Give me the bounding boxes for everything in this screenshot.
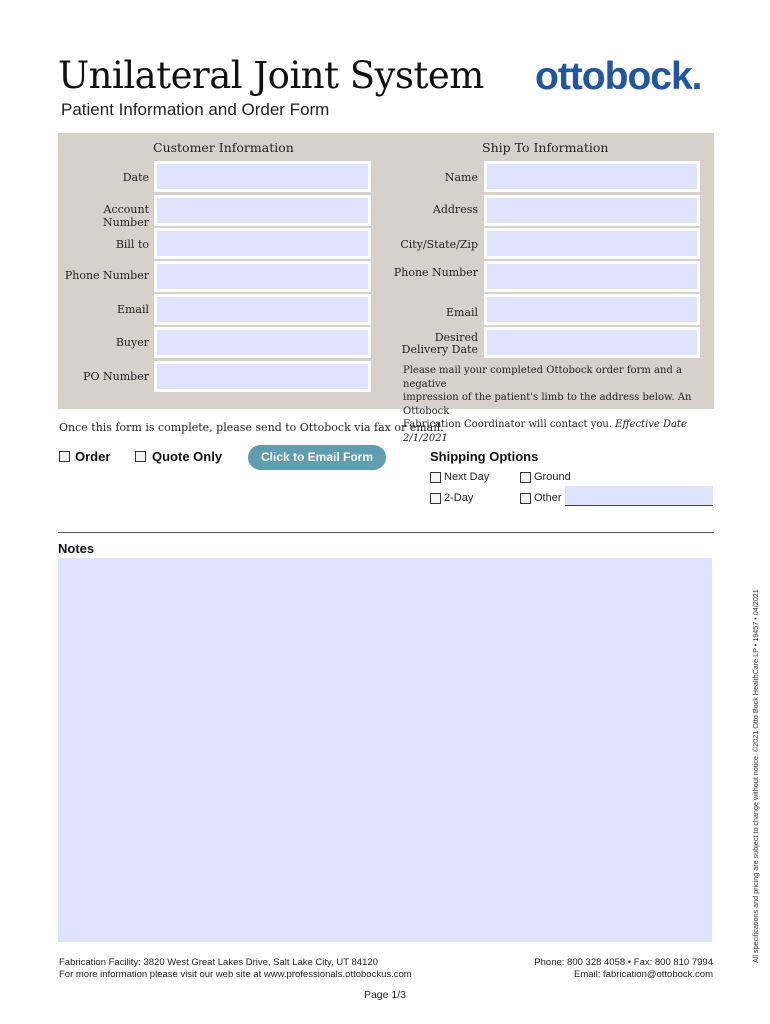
phone-number-box [154, 261, 371, 292]
date-label: Date [122, 171, 149, 184]
date-field-box [154, 161, 371, 192]
section-divider [58, 532, 714, 533]
order-label: Order [75, 449, 111, 464]
delivery-date-label-1: Desired [434, 331, 478, 344]
two-day-checkbox[interactable] [430, 493, 441, 504]
buyer-box [154, 327, 371, 358]
mail-note-line-2: impression of the patient's limb to the address below. An Ottobock [403, 392, 692, 417]
form-title: Unilateral Joint System [58, 54, 484, 97]
account-number-label: Account Number [103, 203, 149, 229]
bill-to-label: Bill to [115, 238, 149, 251]
ship-city-label: City/State/Zip [400, 238, 478, 251]
notes-textarea[interactable] [58, 558, 712, 942]
send-instructions: Once this form is complete, please send to Ottobock via fax or email. [59, 421, 444, 434]
mail-note-line-3-text: Fabrication Coordinator will contact you. [403, 419, 612, 430]
email-form-button[interactable]: Click to Email Form [248, 445, 386, 470]
email-box [154, 294, 371, 325]
ship-city-box [484, 228, 700, 259]
ship-email-label: Email [445, 306, 478, 319]
ship-city-input[interactable] [487, 231, 697, 256]
form-subtitle: Patient Information and Order Form [61, 100, 330, 119]
ship-name-box [484, 161, 700, 192]
ground-label: Ground [534, 471, 571, 483]
shipping-options-heading: Shipping Options [430, 449, 539, 464]
contact-email: Email: fabrication@ottobock.com [573, 969, 713, 980]
ship-address-box [484, 195, 700, 226]
quote-only-checkbox[interactable] [135, 451, 146, 462]
ship-phone-input[interactable] [487, 264, 697, 289]
mail-instructions [403, 364, 708, 445]
phone-number-label: Phone Number [64, 269, 149, 282]
ground-checkbox[interactable] [520, 472, 531, 483]
next-day-checkbox[interactable] [430, 472, 441, 483]
buyer-label: Buyer [115, 336, 149, 349]
order-checkbox[interactable] [59, 451, 70, 462]
po-number-label: PO Number [83, 370, 149, 383]
email-input[interactable] [157, 297, 368, 322]
facility-address: Fabrication Facility: 3820 West Great Lakes Drive, Salt Lake City, UT 84120 [59, 957, 378, 968]
ship-address-label: Address [432, 203, 478, 216]
ship-email-box [484, 294, 700, 325]
phone-number-input[interactable] [157, 264, 368, 289]
legal-side-note: All specifications and pricing are subject to change without notice. ©2021 Otto Bock HealthCare LP • 19457 • 04/2021 [751, 589, 760, 963]
mail-note-line-3 [403, 418, 708, 445]
ship-phone-label: Phone Number [393, 266, 478, 279]
effective-date: Effective Date 2/1/2021 [403, 419, 687, 444]
date-input[interactable] [157, 164, 368, 189]
website-info: For more information please visit our web site at www.professionals.ottobockus.com [59, 969, 412, 980]
account-number-box [154, 195, 371, 226]
ship-email-input[interactable] [487, 297, 697, 322]
phone-fax: Phone: 800 328 4058 • Fax: 800 810 7994 [534, 957, 713, 968]
other-checkbox[interactable] [520, 493, 531, 504]
ship-to-heading: Ship To Information [482, 140, 609, 155]
delivery-date-box [484, 327, 700, 358]
ship-name-label: Name [444, 171, 478, 184]
ship-name-input[interactable] [487, 164, 697, 189]
delivery-date-input[interactable] [487, 330, 697, 355]
notes-label: Notes [58, 541, 95, 556]
buyer-input[interactable] [157, 330, 368, 355]
bill-to-input[interactable] [157, 231, 368, 256]
email-label: Email [116, 303, 149, 316]
page-number: Page 1/3 [363, 989, 407, 1001]
account-number-input[interactable] [157, 198, 368, 223]
mail-note-line-1: Please mail your completed Ottobock order form and a negative [403, 365, 682, 390]
po-number-box [154, 361, 371, 392]
quote-only-label: Quote Only [152, 449, 223, 464]
delivery-date-label-2: Delivery Date [401, 343, 478, 356]
other-shipping-input[interactable] [565, 486, 713, 506]
two-day-label: 2-Day [444, 492, 474, 504]
next-day-label: Next Day [444, 471, 490, 483]
po-number-input[interactable] [157, 364, 368, 389]
ottobock-logo: ottobock. [535, 55, 702, 98]
customer-info-heading: Customer Information [153, 140, 294, 155]
ship-address-input[interactable] [487, 198, 697, 223]
bill-to-box [154, 228, 371, 259]
ship-phone-box [484, 261, 700, 292]
other-label: Other [534, 492, 562, 504]
